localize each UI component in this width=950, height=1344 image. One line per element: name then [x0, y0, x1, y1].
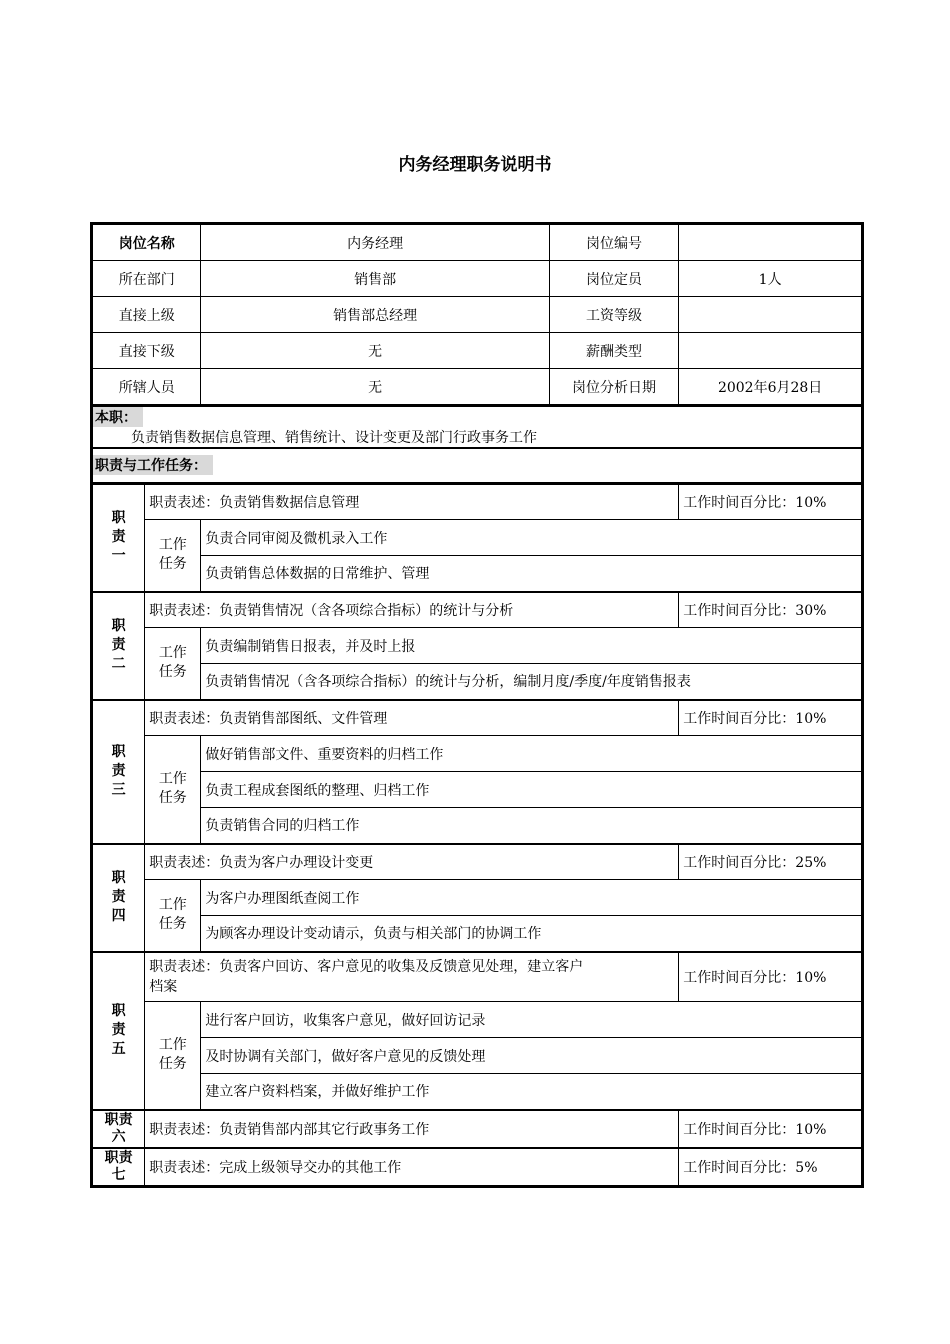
basic-label: 岗位分析日期: [549, 369, 679, 405]
duties-table: [92, 483, 862, 1187]
basic-value: 销售部总经理: [201, 297, 549, 333]
task-row: [93, 556, 862, 592]
basic-label: 薪酬类型: [549, 333, 679, 369]
task-label: 工作 任务: [145, 520, 201, 592]
duty-name: 职责 六: [93, 1110, 145, 1148]
duty-time-percent: 工作时间百分比：30%: [679, 592, 862, 628]
task-row: [93, 880, 862, 916]
task-item: 负责销售情况（含各项综合指标）的统计与分析，编制月度/季度/年度销售报表: [201, 664, 862, 700]
basic-value: 1人: [679, 261, 862, 297]
duty-name: 职责 七: [93, 1148, 145, 1186]
basic-label: 所在部门: [93, 261, 201, 297]
duty-desc-row: [93, 844, 862, 880]
task-item: 为顾客办理设计变动请示，负责与相关部门的协调工作: [201, 916, 862, 952]
duty-description: 职责表述：负责销售情况（含各项综合指标）的统计与分析: [145, 592, 679, 628]
task-item: 为客户办理图纸查阅工作: [201, 880, 862, 916]
basic-row: [93, 261, 862, 297]
task-label: 工作 任务: [145, 628, 201, 700]
basic-label: 工资等级: [549, 297, 679, 333]
duty-time-percent: 工作时间百分比：10%: [679, 484, 862, 520]
basic-label: 直接下级: [93, 333, 201, 369]
duty-desc-row: [93, 1148, 862, 1186]
basic-row: [93, 225, 862, 261]
basic-label: 所辖人员: [93, 369, 201, 405]
duties-header-cell: [93, 448, 862, 482]
duty-time-percent: 工作时间百分比：5%: [679, 1148, 862, 1186]
task-row: [93, 736, 862, 772]
task-item: 及时协调有关部门，做好客户意见的反馈处理: [201, 1038, 862, 1074]
duty-description: 职责表述：负责销售数据信息管理: [145, 484, 679, 520]
basic-label: 岗位编号: [549, 225, 679, 261]
duty-desc-row: [93, 700, 862, 736]
task-label: 工作 任务: [145, 880, 201, 952]
basic-row: [93, 297, 862, 333]
task-row: [93, 1074, 862, 1110]
task-label: 工作 任务: [145, 736, 201, 844]
duty-description: 职责表述：负责销售部图纸、文件管理: [145, 700, 679, 736]
job-description-table: [90, 222, 864, 1188]
basic-value: 2002年6月28日: [679, 369, 862, 405]
duty-desc-row: [93, 952, 862, 1002]
duty-name: 职 责 二: [93, 592, 145, 700]
duty-time-percent: 工作时间百分比：10%: [679, 700, 862, 736]
document-title: 内务经理职务说明书: [398, 155, 552, 175]
task-row: [93, 520, 862, 556]
duty-desc-row: [93, 592, 862, 628]
basic-label: 岗位定员: [549, 261, 679, 297]
duty-description: 职责表述：负责销售部内部其它行政事务工作: [145, 1110, 679, 1148]
task-item: 负责合同审阅及微机录入工作: [201, 520, 862, 556]
summary-label: 本职：: [93, 407, 143, 427]
duties-header: 职责与工作任务：: [93, 455, 213, 475]
task-row: [93, 1002, 862, 1038]
duty-description: 职责表述：负责客户回访、客户意见的收集及反馈意见处理，建立客户 档案: [145, 952, 679, 1002]
task-item: 负责编制销售日报表，并及时上报: [201, 628, 862, 664]
basic-value: 无: [201, 369, 549, 405]
basic-value: 无: [201, 333, 549, 369]
duty-time-percent: 工作时间百分比：25%: [679, 844, 862, 880]
task-row: [93, 772, 862, 808]
task-item: 建立客户资料档案，并做好维护工作: [201, 1074, 862, 1110]
basic-value: [679, 225, 862, 261]
task-item: 负责销售总体数据的日常维护、管理: [201, 556, 862, 592]
duty-desc-row: [93, 1110, 862, 1148]
basic-value: [679, 297, 862, 333]
duty-description: 职责表述：完成上级领导交办的其他工作: [145, 1148, 679, 1186]
basic-row: [93, 369, 862, 405]
duty-name: 职 责 三: [93, 700, 145, 844]
task-label: 工作 任务: [145, 1002, 201, 1110]
basic-value: 内务经理: [201, 225, 549, 261]
task-row: [93, 664, 862, 700]
task-row: [93, 808, 862, 844]
task-item: 进行客户回访，收集客户意见，做好回访记录: [201, 1002, 862, 1038]
duties-header-row: [93, 448, 862, 482]
duty-time-percent: 工作时间百分比：10%: [679, 952, 862, 1002]
summary-table: [92, 405, 862, 483]
task-row: [93, 1038, 862, 1074]
task-item: 负责工程成套图纸的整理、归档工作: [201, 772, 862, 808]
task-item: 做好销售部文件、重要资料的归档工作: [201, 736, 862, 772]
duty-name: 职 责 四: [93, 844, 145, 952]
summary-row: [93, 406, 862, 448]
summary-cell: [93, 406, 862, 448]
basic-value: [679, 333, 862, 369]
duty-desc-row: [93, 484, 862, 520]
summary-text: 负责销售数据信息管理、销售统计、设计变更及部门行政事务工作: [131, 430, 537, 446]
task-row: [93, 916, 862, 952]
basic-row: [93, 333, 862, 369]
task-item: 负责销售合同的归档工作: [201, 808, 862, 844]
basic-label: 直接上级: [93, 297, 201, 333]
duty-name: 职 责 五: [93, 952, 145, 1110]
basic-label: 岗位名称: [93, 225, 201, 261]
duty-description: 职责表述：负责为客户办理设计变更: [145, 844, 679, 880]
task-row: [93, 628, 862, 664]
basic-info-table: [92, 224, 862, 405]
duty-name: 职 责 一: [93, 484, 145, 592]
duty-time-percent: 工作时间百分比：10%: [679, 1110, 862, 1148]
basic-value: 销售部: [201, 261, 549, 297]
